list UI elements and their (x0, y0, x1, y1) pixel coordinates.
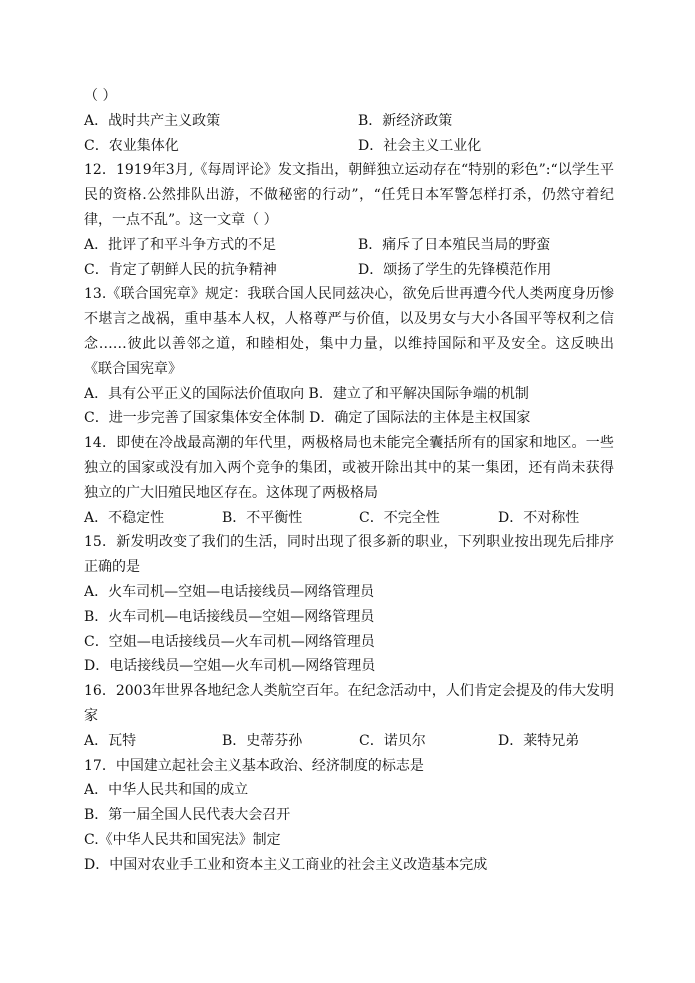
q13-options-cd: C．进一步完善了国家集体安全体制 D．确定了国际法的主体是主权国家 (84, 410, 531, 427)
q12-options-row-2 (84, 258, 614, 283)
q15-option-c: C．空姐—电话接线员—火车司机—网络管理员 (84, 633, 375, 650)
q16-stem: 16．2003年世界各地纪念人类航空百年。在纪念活动中，人们肯定会提及的伟大发明家 (84, 683, 614, 724)
q14-option-b: B．不平衡性 (222, 509, 303, 526)
q15-option-a: A．火车司机—空姐—电话接线员—网络管理员 (84, 583, 375, 600)
q11-option-a: A．战时共产主义政策 (84, 112, 221, 129)
q13-stem: 13.《联合国宪章》规定：我联合国人民同兹决心，欲免后世再遭今代人类两度身历惨不堪言之战祸，重申基本人权，人格尊严与价值，以及男女与大小各国平等权利之信念……彼此以善邻之道，和睦相处，集中力量，以维持国际和平及安全。这反映出《联合国宪章》 (84, 286, 614, 377)
q17-option-a: A．中华人民共和国的成立 (84, 782, 249, 799)
q12-option-d: D．颂扬了学生的先锋模范作用 (358, 261, 552, 278)
q11-option-b: B．新经济政策 (358, 112, 453, 129)
q11-option-c: C．农业集体化 (84, 137, 179, 154)
q14-option-a: A．不稳定性 (84, 509, 165, 526)
q17-option-b: B．第一届全国人民代表大会召开 (84, 807, 291, 824)
q16-option-c: C．诺贝尔 (359, 732, 426, 749)
q17-option-d: D．中国对农业手工业和资本主义工商业的社会主义改造基本完成 (84, 856, 488, 873)
q11-options-row-2 (84, 134, 614, 159)
q16-option-a: A．瓦特 (84, 732, 137, 749)
answer-blank: （ ） (84, 88, 117, 104)
q12-options-row-1 (84, 233, 614, 258)
q14-stem: 14．即使在冷战最高潮的年代里，两极格局也未能完全囊括所有的国家和地区。一些独立的国家或没有加入两个竞争的集团，或被开除出其中的某一集团，还有尚未获得独立的广大旧殖民地区存在。这体现了两极格局 (84, 435, 614, 501)
q11-option-d: D．社会主义工业化 (358, 137, 482, 154)
q15-option-b: B．火车司机—电话接线员—空姐—网络管理员 (84, 608, 375, 625)
q17-option-c: C.《中华人民共和国宪法》制定 (84, 831, 281, 848)
q15-option-d: D．电话接线员—空姐—火车司机—网络管理员 (84, 658, 376, 675)
q14-option-c: C．不完全性 (359, 509, 440, 526)
q11-options-row-1 (84, 109, 614, 134)
q14-option-d: D．不对称性 (498, 509, 580, 526)
q12-option-c: C．肯定了朝鲜人民的抗争精神 (84, 261, 277, 278)
q15-stem: 15．新发明改变了我们的生活，同时出现了很多新的职业，下列职业按出现先后排序正确的是 (84, 534, 614, 576)
q12-stem: 12．1919年3月,《每周评论》发文指出，朝鲜独立运动存在“特别的彩色”:“以学生平民的资格.公然排队出游，不做秘密的行动”，“任凭日本军警怎样打杀，仍然守着纪律，一点不乱”。这一文章（ ） (84, 162, 614, 228)
q13-options-ab: A．具有公平正义的国际法价值取向 B．建立了和平解决国际争端的机制 (84, 385, 529, 402)
q17-stem: 17．中国建立起社会主义基本政治、经济制度的标志是 (84, 757, 424, 774)
q16-option-d: D．莱特兄弟 (498, 732, 580, 749)
q12-option-b: B．痛斥了日本殖民当局的野蛮 (358, 236, 551, 253)
exam-content (84, 84, 614, 878)
q16-options (84, 729, 614, 754)
q16-option-b: B．史蒂芬孙 (222, 732, 303, 749)
q12-option-a: A．批评了和平斗争方式的不足 (84, 236, 277, 253)
q14-options (84, 506, 614, 531)
